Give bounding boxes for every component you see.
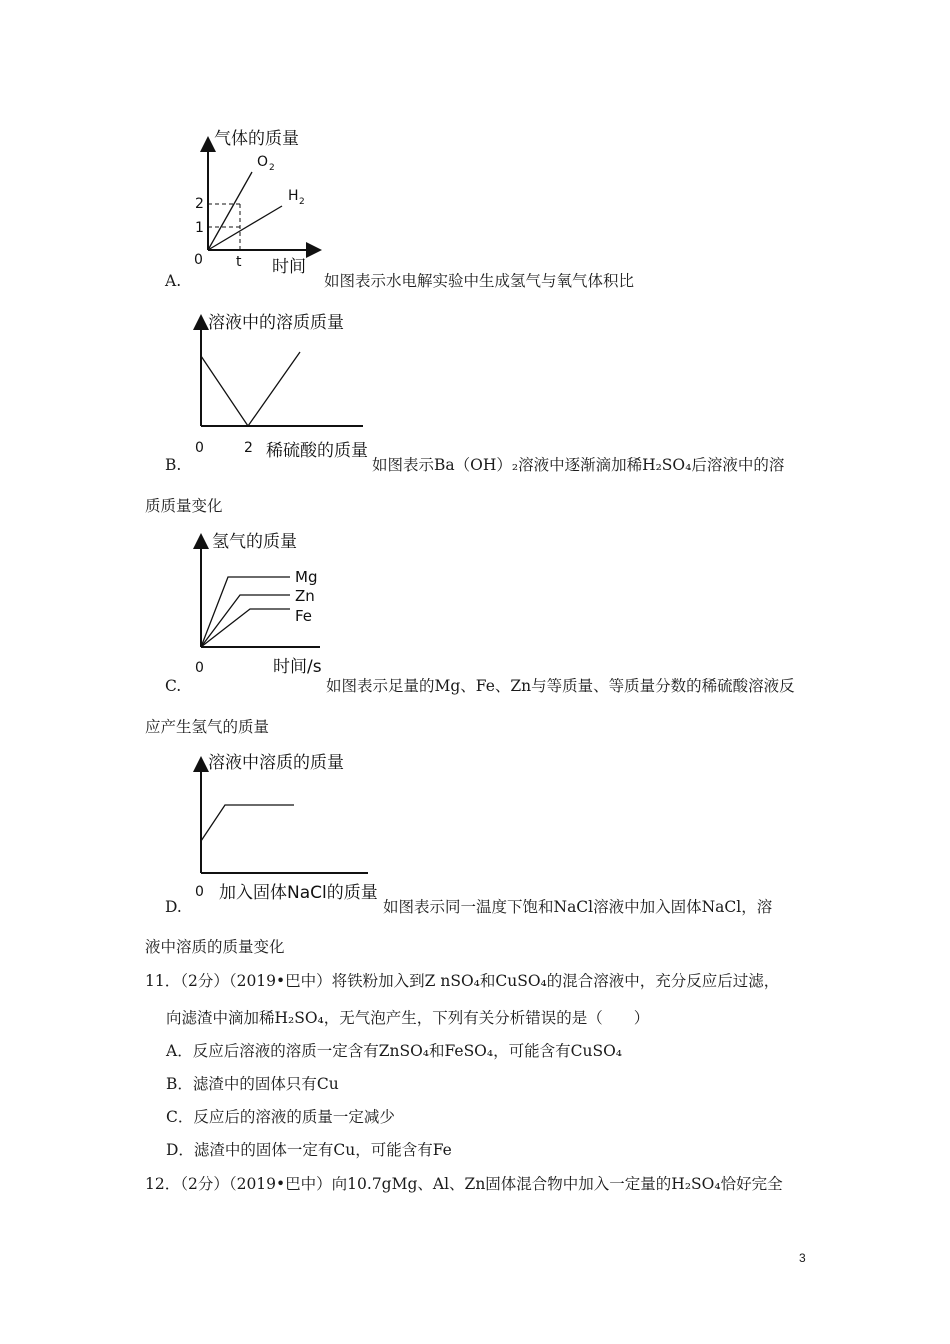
- figa-h2-sub: 2: [299, 197, 305, 207]
- figd-xlabel: 加入固体NaCl的质量: [219, 883, 378, 903]
- option-c-cont: 应产生氢气的质量: [145, 718, 270, 736]
- fe-line: [201, 609, 290, 647]
- option-b-cont: 质质量变化: [145, 497, 223, 515]
- figa-ylabel: 气体的质量: [214, 129, 299, 149]
- figb-xlabel: 稀硫酸的质量: [266, 441, 368, 461]
- option-c-letter: C.: [165, 677, 182, 695]
- q11-option-d: D．滤渣中的固体一定有Cu，可能含有Fe: [166, 1141, 452, 1159]
- figb-line: [201, 352, 300, 426]
- figa-tick-1: 1: [195, 220, 204, 236]
- option-a-text: 如图表示水电解实验中生成氢气与氧气体积比: [324, 272, 635, 290]
- q11-option-c: C．反应后的溶液的质量一定减少: [166, 1108, 395, 1126]
- figure-a-graph: [190, 122, 330, 277]
- figc-mg-label: Mg: [295, 568, 318, 586]
- figd-ylabel: 溶液中溶质的质量: [208, 753, 344, 773]
- figc-ylabel: 氢气的质量: [212, 532, 297, 552]
- figb-tick-2: 2: [244, 440, 253, 456]
- q11-line1: 11．（2分）（2019•巴中）将铁粉加入到Z nSO₄和CuSO₄的混合溶液中，充分反应后过滤，: [145, 972, 780, 990]
- figd-origin: 0: [195, 884, 204, 900]
- option-b-letter: B.: [165, 456, 182, 474]
- q11-option-b: B．滤渣中的固体只有Cu: [166, 1075, 339, 1093]
- q11-line2: 向滤渣中滴加稀H₂SO₄，无气泡产生，下列有关分析错误的是（ ）: [166, 1009, 650, 1027]
- h2-line: [208, 206, 282, 250]
- figa-tick-t: t: [236, 254, 242, 270]
- q11-option-a: A．反应后溶液的溶质一定含有ZnSO₄和FeSO₄，可能含有CuSO₄: [166, 1042, 622, 1060]
- figb-ylabel: 溶液中的溶质质量: [208, 313, 344, 333]
- o2-line: [208, 172, 252, 250]
- option-c-text: 如图表示足量的Mg、Fe、Zn与等质量、等质量分数的稀硫酸溶液反: [326, 677, 795, 695]
- page-number: 3: [799, 1251, 806, 1265]
- figure-b-graph: [188, 308, 378, 463]
- zn-line: [201, 595, 290, 647]
- figa-origin: 0: [194, 252, 203, 268]
- figc-zn-label: Zn: [295, 587, 315, 605]
- option-b-text: 如图表示Ba（OH）₂溶液中逐渐滴加稀H₂SO₄后溶液中的溶: [372, 456, 785, 474]
- figc-fe-label: Fe: [295, 607, 313, 625]
- figa-h2-label: H: [288, 188, 299, 204]
- figure-c-graph: [188, 527, 338, 680]
- figa-xlabel: 时间: [272, 257, 306, 277]
- figa-o2-label: O: [257, 154, 269, 170]
- figc-origin: 0: [195, 660, 204, 676]
- option-a-letter: A.: [165, 272, 182, 290]
- figd-line: [201, 805, 294, 841]
- figure-d-graph: [188, 748, 388, 908]
- option-d-text: 如图表示同一温度下饱和NaCl溶液中加入固体NaCl，溶: [383, 898, 773, 916]
- figa-o2-sub: 2: [269, 163, 275, 173]
- figa-tick-2: 2: [195, 196, 204, 212]
- option-d-letter: D.: [165, 898, 182, 916]
- q12-line1: 12．（2分）（2019•巴中）向10.7gMg、Al、Zn固体混合物中加入一定量的H₂SO₄恰好完全: [145, 1175, 783, 1193]
- option-d-cont: 液中溶质的质量变化: [145, 938, 285, 956]
- figc-xlabel: 时间/s: [273, 657, 322, 677]
- figb-origin: 0: [195, 440, 204, 456]
